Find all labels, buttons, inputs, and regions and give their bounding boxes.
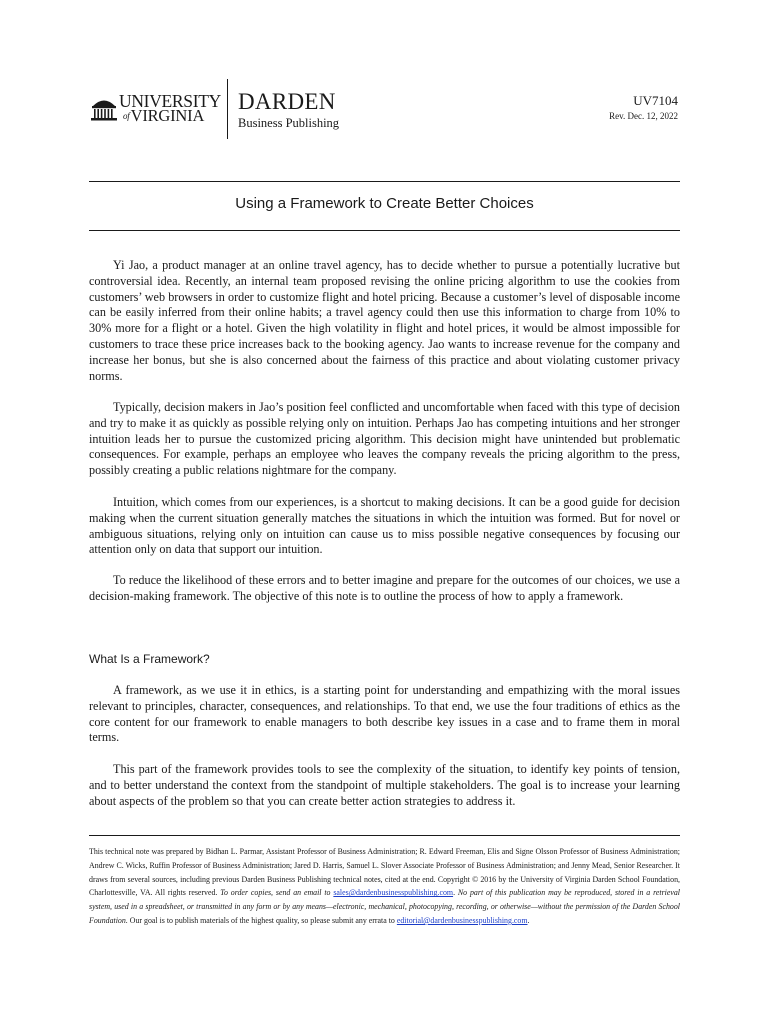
paragraph-3-block [89, 495, 680, 558]
paragraph-2-block [89, 400, 680, 479]
paragraph-1-block [89, 258, 680, 384]
section-paragraph-1-block [89, 683, 680, 746]
paragraph: Yi Jao, a product manager at an online travel agency, has to decide whether to pursue a potentially lucrative but controversial idea. Recently, an internal team proposed revising the online pricing algorithm to use the cookies from customers’ web browsers in order to customize flight and hotel pricing. Because a customer’s level of disposable income can be easily inferred from their online habits; a travel agency could then use this information to charge from 10% to 30% more for a flight or a hotel. Given the high volatility in flight and hotel prices, it would be almost impossible for customers to trace these price increases back to the booking agency. Jao wants to increase revenue for the company and increase her bonus, but she is also concerned about the fairness of this practice and about violating customer privacy norms. [89, 258, 680, 383]
footnote-order-text: To order copies, send an email to [220, 888, 331, 898]
title-rule-top [89, 181, 680, 182]
revision-date: Rev. Dec. 12, 2022 [609, 111, 678, 121]
footnote-text: This technical note was prepared by Bidhan L. Parmar, Assistant Professor of Business Administration; R. Edward Freeman, Elis and Signe Olsson Professor of Business Administration; Andrew C. Wicks, Ruffin Professor of Business Administration; Jared D. Harris, Samuel L. Slover Associate Professor of Business Administration; and Jenny Mead, Senior Researcher. It draws from several sources, including previous Darden Business Publishing technical notes, cited at the end. Copyright © 2016 by the University of Virginia Darden School Foundation, Charlottesville, VA. All rights reserved. [89, 847, 680, 898]
university-of-virginia-logo [90, 91, 220, 131]
title-rule-bottom [89, 230, 680, 231]
sales-email-link[interactable]: sales@dardenbusinesspublishing.com [333, 888, 454, 898]
paragraph: A framework, as we use it in ethics, is a starting point for understanding and empathizing with the moral issues relevant to principles, character, consequences, and relationships. To that end, we use the four traditions of ethics as the core content for our framework to enable managers to both describe key issues in a case and to frame them in moral terms. [89, 683, 680, 745]
paragraph: This part of the framework provides tools to see the complexity of the situation, to identify key points of tension, and to better understand the context from the standpoint of multiple stakeholders. The goal is to increase your learning about aspects of the problem so that you can create better action strategies to address it. [89, 762, 680, 808]
footnote: This technical note was prepared by Bidhan L. Parmar, Assistant Professor of Business Administration; R. Edward Freeman, Elis and Signe Olsson Professor of Business Administration; Andrew C. Wicks, Ruffin Professor of Business Administration; Jared D. Harris, Samuel L. Slover Associate Professor of Business Administration; and Jenny Mead, Senior Researcher. It draws from several sources, including previous Darden Business Publishing technical notes, cited at the end. Copyright © 2016 by the University of Virginia Darden School Foundation, Charlottesville, VA. All rights reserved. To order copies, send an email to sales@dardenbusinesspublishing.com. No part of this publication may be reproduced, stored in a retrieval system, used in a spreadsheet, or transmitted in any form or by any means—electronic, mechanical, photocopying, recording, or otherwise—without the permission of the Darden School Foundation. Our goal is to publish materials of the highest quality, so please submit any errata to editorial@dardenbusinesspublishing.com. [89, 847, 680, 925]
publisher-subtitle: Business Publishing [238, 116, 340, 130]
footnote-errata-text: Our goal is to publish materials of the highest quality, so please submit any errata to [129, 915, 395, 925]
section-heading: What Is a Framework? [89, 652, 210, 666]
university-line1: UNIVERSITY [119, 91, 221, 111]
document-title: Using a Framework to Create Better Choices [235, 195, 534, 212]
publisher-name: DARDEN [238, 89, 336, 114]
paragraph: Typically, decision makers in Jao’s position feel conflicted and uncomfortable when faced with this type of decision and try to make it as quickly as possible relying only on intuition. Perhaps Jao has competing intuitions and her stronger intuition leads her to pursue the customized pricing algorithm. This decision might have unintended but problematic consequences. For example, perhaps an employee who leaves the company reveals the pricing algorithm to the press, possibly creating a public relations nightmare for the company. [89, 400, 680, 478]
rotunda-icon [90, 94, 118, 122]
section-paragraph-2-block [89, 762, 680, 809]
editorial-email-link[interactable]: editorial@dardenbusinesspublishing.com [396, 915, 528, 925]
logo-divider [227, 79, 228, 139]
university-virginia: VIRGINIA [130, 106, 205, 125]
university-of: of [123, 111, 130, 121]
footnote-rule [89, 835, 680, 836]
document-id: UV7104 [633, 93, 678, 108]
paragraph: To reduce the likelihood of these errors and to better imagine and prepare for the outcomes of our choices, we use a decision-making framework. The objective of this note is to outline the process of how to apply a framework. [89, 573, 680, 603]
paragraph-4-block [89, 573, 680, 605]
footnote-rights-text: No part of this publication may be reproduced, stored in a retrieval system, used in a spreadsheet, or transmitted in any form or by any means—electronic, mechanical, photocopying, recording, or otherwise—without the permission of the Darden School Foundation. [89, 888, 680, 925]
paragraph: Intuition, which comes from our experiences, is a shortcut to making decisions. It can be a good guide for decision making when the current situation generally matches the situations in which the intuition was formed. But for novel or ambiguous situations, relying only on intuition can cause us to miss possible negative consequences by focusing our attention only on data that support our intuition. [89, 495, 680, 557]
university-line2 [123, 108, 204, 125]
